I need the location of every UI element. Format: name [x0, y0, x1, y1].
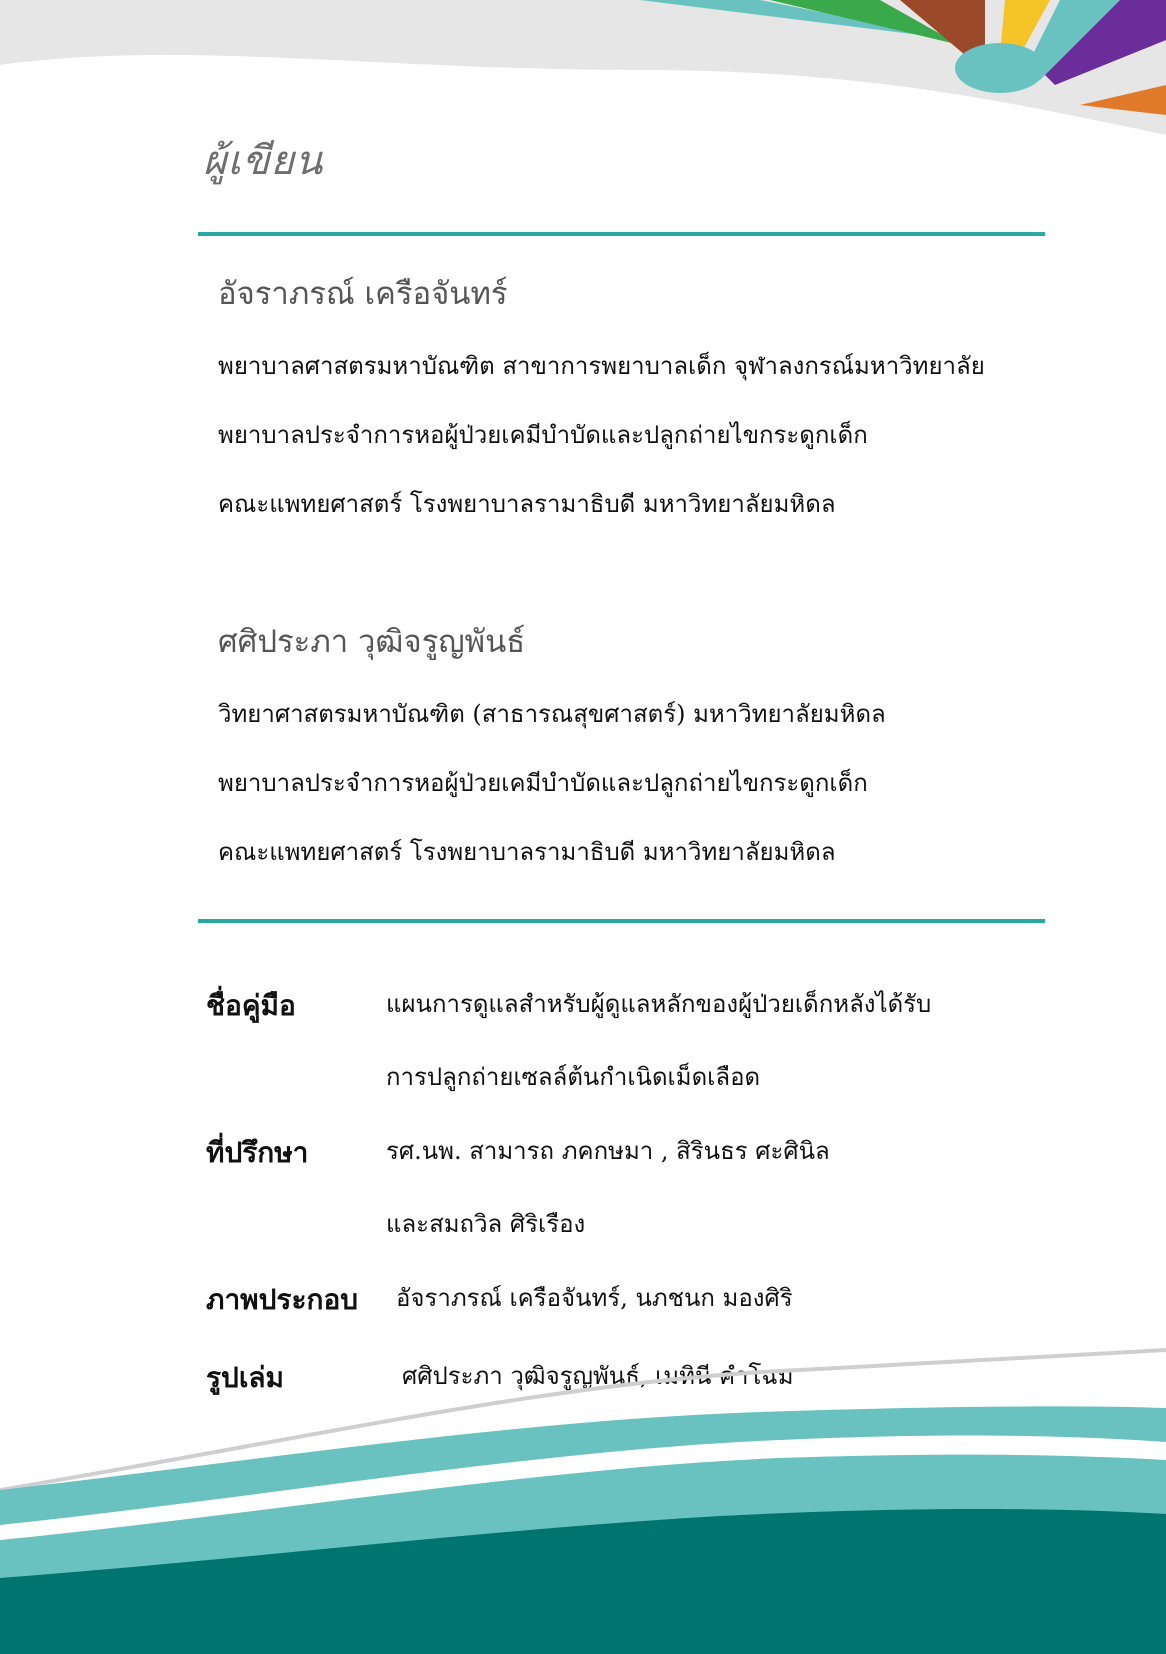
bottom-divider	[198, 919, 1045, 923]
layout-value: ศศิประภา วุฒิจรูญพันธ์, เมทินี คำโฉม	[402, 1362, 794, 1390]
author-entry	[218, 616, 886, 903]
author-credential: พยาบาลศาสตรมหาบัณฑิต สาขาการพยาบาลเด็ก จุฬาลงกรณ์มหาวิทยาลัย	[218, 352, 985, 380]
footer-white-band	[0, 1436, 1166, 1654]
advisors-line2: และสมถวิล ศิริเรือง	[386, 1210, 586, 1238]
sunburst-center	[955, 43, 1045, 93]
author-name: ศศิประภา วุฒิจรูญพันธ์	[218, 624, 526, 660]
illustrations-label: ภาพประกอบ	[206, 1283, 359, 1316]
footer-mid-wave	[0, 1455, 1166, 1654]
author-affiliation: คณะแพทยศาสตร์ โรงพยาบาลรามาธิบดี มหาวิทยาลัยมหิดล	[218, 490, 836, 518]
advisors-label: ที่ปรึกษา	[206, 1136, 309, 1169]
author-name: อัจราภรณ์ เครือจันทร์	[218, 276, 508, 312]
advisors-value	[386, 1133, 830, 1242]
layout-label: รูปเล่ม	[206, 1361, 284, 1394]
header-decoration	[0, 0, 1166, 240]
footer-light-wave	[0, 1406, 1166, 1654]
author-position: พยาบาลประจำการหอผู้ป่วยเคมีบำบัดและปลูกถ่ายไขกระดูกเด็ก	[218, 769, 868, 797]
top-divider	[198, 232, 1045, 236]
manual-title-value	[386, 986, 931, 1095]
footer-dark-wave	[0, 1509, 1166, 1654]
author-position: พยาบาลประจำการหอผู้ป่วยเคมีบำบัดและปลูกถ่ายไขกระดูกเด็ก	[218, 421, 868, 449]
author-entry	[218, 268, 985, 555]
manual-title-line2: การปลูกถ่ายเซลล์ต้นกำเนิดเม็ดเลือด	[386, 1063, 761, 1091]
author-credential: วิทยาศาสตรมหาบัณฑิต (สาธารณสุขศาสตร์) มหาวิทยาลัยมหิดล	[218, 700, 886, 728]
manual-title-label: ชื่อคู่มือ	[206, 989, 296, 1022]
author-affiliation: คณะแพทยศาสตร์ โรงพยาบาลรามาธิบดี มหาวิทยาลัยมหิดล	[218, 838, 836, 866]
illustrations-value: อัจราภรณ์ เครือจันทร์, นภชนก มองศิริ	[396, 1284, 793, 1312]
page-title: ผู้เขียน	[203, 138, 324, 184]
advisors-line1: รศ.นพ. สามารถ ภคกษมา , สิรินธร ศะศินิล	[386, 1137, 830, 1165]
manual-title-line1: แผนการดูแลสำหรับผู้ดูแลหลักของผู้ป่วยเด็กหลังได้รับ	[386, 990, 932, 1018]
